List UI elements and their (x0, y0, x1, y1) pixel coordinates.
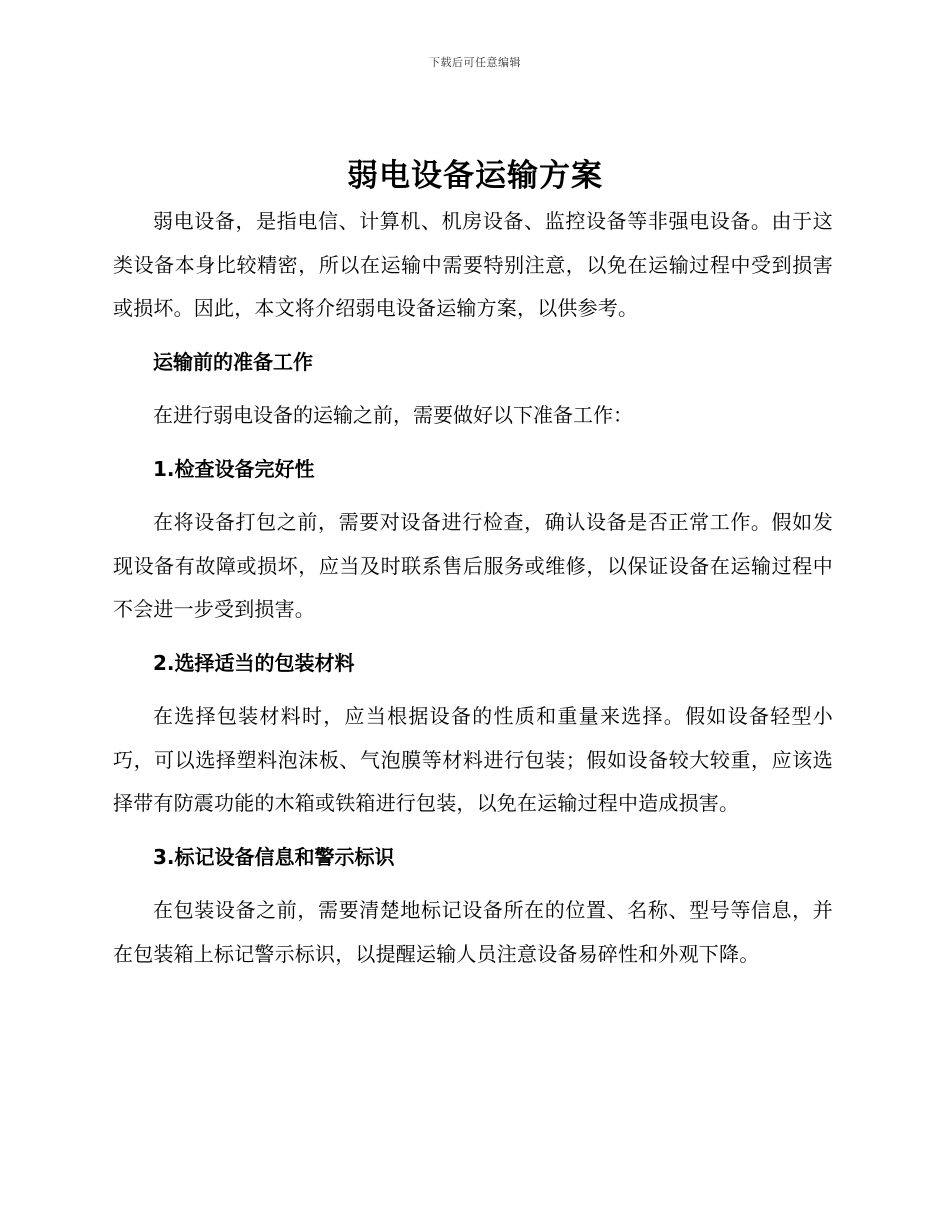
item-heading-1: 1.检查设备完好性 (153, 456, 315, 481)
document-title: 弱电设备运输方案 (347, 158, 603, 194)
section-prep-text: 在进行弱电设备的运输之前，需要做好以下准备工作： (153, 403, 633, 427)
item-paragraph-3: 在包装设备之前，需要清楚地标记设备所在的位置、名称、型号等信息，并在包装箱上标记警示标识，以提醒运输人员注意设备易碎性和外观下降。 (113, 898, 833, 966)
item-heading-3: 3.标记设备信息和警示标识 (153, 844, 395, 869)
item-paragraph-2: 在选择包装材料时，应当根据设备的性质和重量来选择。假如设备轻型小巧，可以选择塑料泡沫板、气泡膜等材料进行包装；假如设备较大较重，应该选择带有防震功能的木箱或铁箱进行包装，以免在运输过程中造成损害。 (113, 704, 833, 815)
page-header-note: 下载后可任意编辑 (429, 56, 521, 69)
item-paragraph-1: 在将设备打包之前，需要对设备进行检查，确认设备是否正常工作。假如发现设备有故障或损坏，应当及时联系售后服务或维修，以保证设备在运输过程中不会进一步受到损害。 (113, 510, 833, 621)
section-heading-prep: 运输前的准备工作 (153, 349, 313, 374)
document-body (113, 200, 833, 976)
item-heading-2: 2.选择适当的包装材料 (153, 650, 355, 675)
intro-paragraph: 弱电设备，是指电信、计算机、机房设备、监控设备等非强电设备。由于这类设备本身比较精密，所以在运输中需要特别注意，以免在运输过程中受到损害或损坏。因此，本文将介绍弱电设备运输方案，以供参考。 (113, 209, 833, 320)
